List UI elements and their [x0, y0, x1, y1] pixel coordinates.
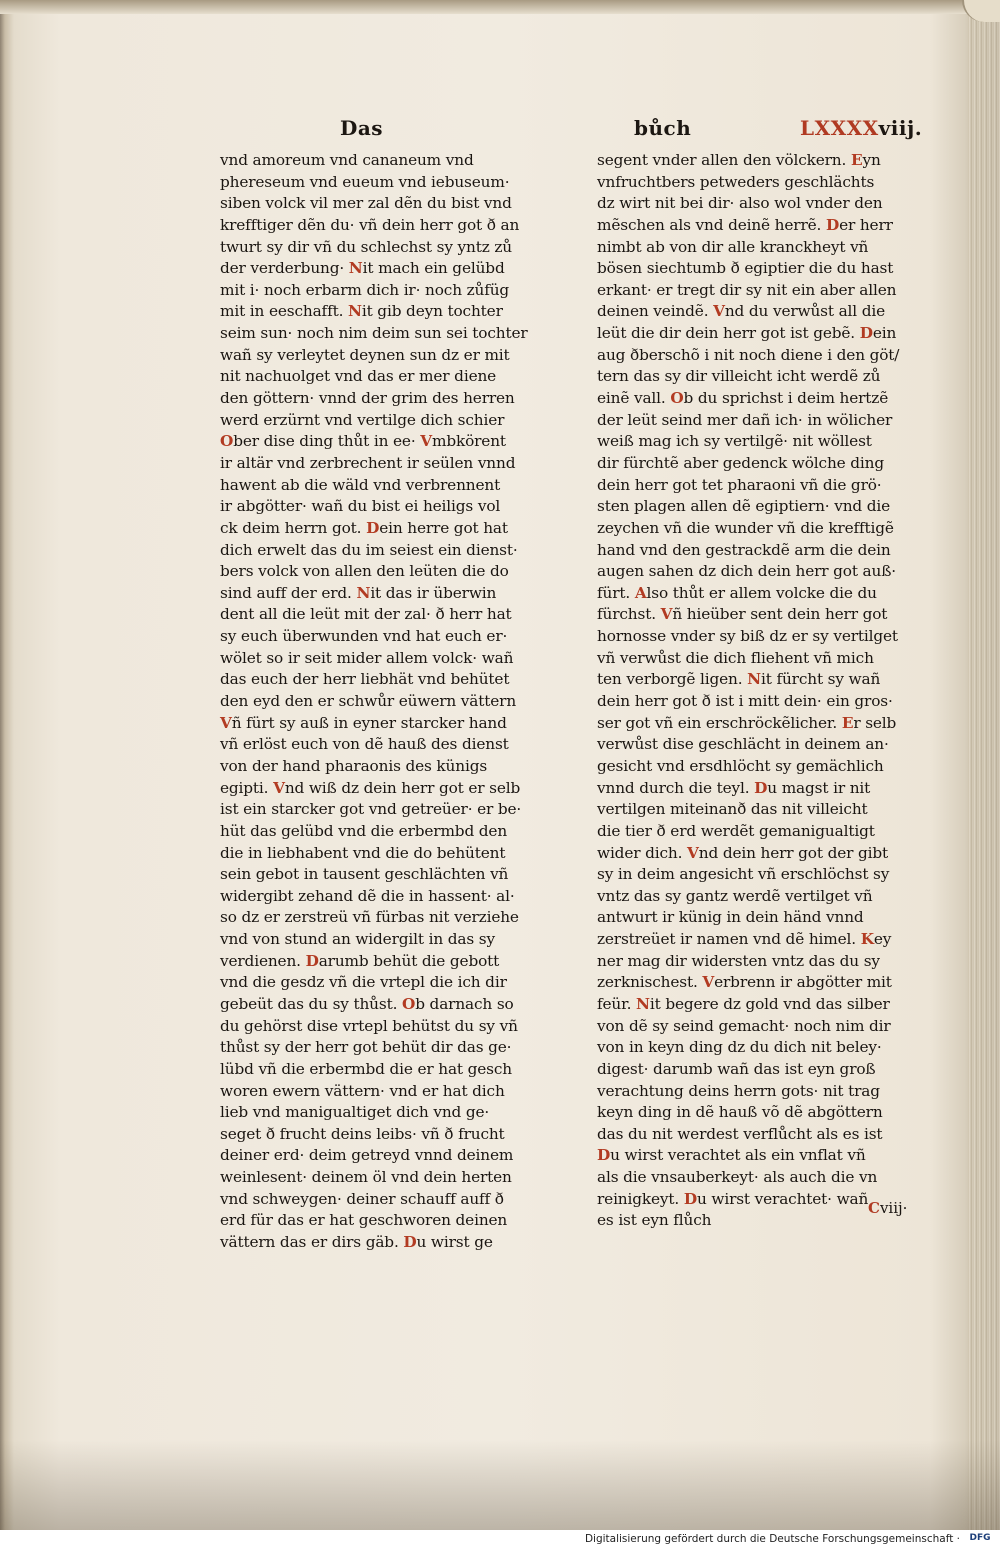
text-line	[220, 994, 550, 1016]
text-line	[220, 1081, 550, 1103]
text-line	[597, 215, 917, 237]
rubricated-initial: D	[597, 1146, 611, 1165]
text-line	[220, 258, 550, 280]
text-segment: twurt sy dir vñ du schlechst sy yntz zů	[220, 237, 512, 256]
rubricated-initial: K	[860, 930, 874, 949]
text-segment: sind auff der erd.	[220, 583, 357, 602]
text-segment: erkant· er tregt dir sy nit ein aber allen	[597, 280, 897, 299]
text-segment: ser got vñ ein erschröckẽlicher.	[597, 713, 842, 732]
text-segment: lübd vñ die erbermbd die er hat gesch	[220, 1059, 512, 1078]
rubricated-initial: D	[683, 1189, 697, 1208]
text-line	[597, 496, 917, 518]
text-line	[220, 799, 550, 821]
text-line	[220, 756, 550, 778]
text-segment: einẽ vall.	[597, 389, 671, 408]
text-line	[597, 561, 917, 583]
text-line	[597, 366, 917, 388]
text-segment: dein herr got tet pharaoni vñ die grö·	[597, 475, 882, 494]
text-segment: woren ewern vättern· vnd er hat dich	[220, 1081, 505, 1100]
text-segment: hornosse vnder sy biß dz er sy vertilget	[597, 627, 898, 646]
text-line	[220, 215, 550, 237]
text-line	[220, 237, 550, 259]
text-line	[597, 301, 917, 323]
text-segment: krefftiger dẽn du· vñ dein herr got ð an	[220, 215, 520, 234]
text-segment: mit i· noch erbarm dich ir· noch zůfüg	[220, 280, 510, 299]
text-segment: verdienen.	[220, 951, 306, 970]
text-segment: vntz das sy gantz werdẽ vertilget vñ	[597, 886, 873, 905]
text-segment: zerknischest.	[597, 973, 703, 992]
text-segment: it mach ein gelübd	[362, 259, 505, 278]
text-line	[597, 410, 917, 432]
rubricated-initial: N	[348, 302, 362, 321]
text-segment: it fürcht sy wañ	[761, 670, 881, 689]
text-segment: es ist eyn flůch	[597, 1211, 712, 1230]
text-line	[220, 540, 550, 562]
text-segment: nd dein herr got der gibt	[698, 843, 889, 862]
header-center-word: bůch	[634, 116, 692, 140]
text-segment: u wirst ge	[416, 1233, 493, 1252]
rubricated-initial: D	[366, 518, 380, 537]
text-segment: reinigkeyt.	[597, 1189, 684, 1208]
text-segment: so dz er zerstreü vñ fürbas nit verziehe	[220, 908, 519, 927]
text-segment: nimbt ab von dir alle kranckheyt vñ	[597, 237, 869, 256]
text-line	[597, 713, 917, 735]
text-segment: verwůst dise geschlächt in deinem an·	[597, 735, 889, 754]
text-segment: weinlesent· deinem öl vnd dein herten	[220, 1168, 512, 1187]
text-line	[597, 843, 917, 865]
rubricated-initial: D	[403, 1233, 417, 1252]
rubricated-initial: D	[754, 778, 768, 797]
text-segment: die tier ð erd werdẽt gemanigualtigt	[597, 821, 875, 840]
text-segment: mit in eeschafft.	[220, 302, 349, 321]
signature-tail: viij·	[879, 1199, 908, 1217]
text-segment: ir abgötter· wañ du bist ei heiligs vol	[220, 497, 501, 516]
text-segment: vñ erlöst euch von dẽ hauß des dienst	[220, 735, 509, 754]
rubricated-initial: V	[702, 973, 715, 992]
text-line	[220, 713, 550, 735]
text-segment: zeychen vñ die wunder vñ die krefftigẽ	[597, 518, 894, 537]
text-line	[220, 561, 550, 583]
text-column-left	[220, 150, 550, 1254]
rubricated-initial: V	[273, 778, 285, 797]
text-line	[220, 323, 550, 345]
text-segment: deinen veindẽ.	[597, 302, 714, 321]
text-segment: digest· darumb wañ das ist eyn groß	[597, 1059, 876, 1078]
text-line	[220, 1167, 550, 1189]
text-segment: werd erzürnt vnd vertilge dich schier	[220, 410, 505, 429]
footer-credit: Digitalisierung gefördert durch die Deutsche Forschungsgemeinschaft ·	[584, 1533, 960, 1545]
text-segment: zerstreüet ir namen vnd dẽ himel.	[597, 930, 861, 949]
text-segment: u wirst verachtet· wañ	[696, 1189, 869, 1208]
text-segment: fürt.	[597, 583, 635, 602]
text-segment: seget ð frucht deins leibs· vñ ð frucht	[220, 1124, 505, 1143]
text-line	[597, 280, 917, 302]
text-line	[220, 193, 550, 215]
rubricated-initial: N	[636, 994, 650, 1013]
text-line	[597, 756, 917, 778]
text-segment: vnd von stund an widergilt in das sy	[220, 930, 495, 949]
text-line	[220, 972, 550, 994]
text-segment: von dẽ sy seind gemacht· noch nim dir	[597, 1016, 891, 1035]
folio-rubric: LXXXX	[800, 116, 879, 140]
text-line	[597, 626, 917, 648]
text-segment: antwurt ir künig in dein händ vnnd	[597, 908, 864, 927]
text-line	[220, 864, 550, 886]
text-segment: mẽschen als vnd deinẽ herrẽ.	[597, 215, 826, 234]
text-segment: seim sun· noch nim deim sun sei tochter	[220, 324, 528, 343]
text-segment: it begere dz gold vnd das silber	[649, 994, 890, 1013]
dfg-logo: DFG	[969, 1533, 991, 1543]
text-segment: wañ sy verleytet deynen sun dz er mit	[220, 345, 510, 364]
text-line	[597, 669, 917, 691]
text-segment: verachtung deins herrn gots· nit trag	[597, 1081, 880, 1100]
text-line	[220, 388, 550, 410]
text-line	[597, 1037, 917, 1059]
text-segment: bösen siechtumb ð egiptier die du hast	[597, 259, 894, 278]
text-segment: ey	[873, 930, 892, 949]
text-segment: vnd schweygen· deiner schauff auff ð	[220, 1189, 504, 1208]
text-segment: tern das sy dir villeicht icht werdẽ zů	[597, 367, 881, 386]
text-segment: yn	[862, 151, 881, 169]
rubricated-initial: E	[841, 713, 854, 732]
text-line	[597, 994, 917, 1016]
text-segment: gebeüt das du sy thůst.	[220, 994, 403, 1013]
text-segment: augen sahen dz dich dein herr got auß·	[597, 562, 897, 581]
rubricated-initial: D	[825, 215, 840, 234]
text-line	[597, 907, 917, 929]
text-segment: arumb behüt die gebott	[318, 951, 500, 970]
text-line	[220, 410, 550, 432]
text-segment: widergibt zehand dẽ die in hassent· al·	[220, 886, 515, 905]
text-line	[220, 1232, 550, 1254]
text-segment: dir fürchtẽ aber gedenck wölche ding	[597, 453, 885, 472]
text-line	[220, 150, 550, 172]
text-line	[597, 1059, 917, 1081]
text-line	[220, 843, 550, 865]
rubricated-initial: A	[634, 583, 647, 602]
text-line	[597, 475, 917, 497]
text-segment: ist ein starcker got vnd getreüer· er be·	[220, 800, 522, 819]
signature-mark	[868, 1199, 907, 1217]
text-line	[220, 1037, 550, 1059]
signature-rubric: C	[868, 1199, 880, 1217]
text-segment: r selb	[853, 713, 897, 732]
text-line	[220, 1145, 550, 1167]
text-line	[597, 237, 917, 259]
text-line	[220, 886, 550, 908]
text-line	[597, 323, 917, 345]
rubricated-initial: V	[220, 713, 232, 732]
text-segment: erd für das er hat geschworen deinen	[220, 1211, 508, 1230]
text-line	[220, 1059, 550, 1081]
text-line	[220, 1102, 550, 1124]
text-line	[220, 929, 550, 951]
text-line	[597, 799, 917, 821]
text-segment: fürchst.	[597, 605, 661, 624]
text-line	[220, 604, 550, 626]
text-segment: dz wirt nit bei dir· also wol vnder den	[597, 194, 883, 213]
text-segment: it das ir überwin	[370, 583, 497, 602]
text-segment: it gib deyn tochter	[361, 302, 503, 321]
page-top-edge	[0, 0, 1000, 14]
text-segment: mbkörent	[431, 432, 506, 451]
text-line	[597, 864, 917, 886]
text-segment: ber dise ding thůt in ee·	[233, 432, 421, 451]
text-segment: u wirst verachtet als ein vnflat vñ	[610, 1146, 866, 1165]
text-segment: vättern das er dirs gäb.	[220, 1233, 404, 1252]
text-line	[220, 583, 550, 605]
text-line	[597, 1102, 917, 1124]
text-segment: bers volck von allen den leüten die do	[220, 562, 509, 581]
text-segment: als die vnsauberkeyt· als auch die vn	[597, 1168, 878, 1187]
text-line	[597, 1081, 917, 1103]
text-segment: ñ hieüber sent dein herr got	[672, 605, 888, 624]
text-segment: ck deim herrn got.	[220, 518, 367, 537]
text-segment: hand vnd den gestrackdẽ arm die dein	[597, 540, 891, 559]
text-segment: wölet so ir seit mider allem volck· wañ	[220, 648, 514, 667]
rubricated-initial: D	[305, 951, 319, 970]
text-line	[597, 540, 917, 562]
text-line	[597, 453, 917, 475]
text-line	[597, 821, 917, 843]
text-line	[597, 972, 917, 994]
text-line	[220, 518, 550, 540]
text-line	[220, 496, 550, 518]
text-line	[220, 691, 550, 713]
text-segment: dein herr got ð ist i mitt dein· ein gros·	[597, 692, 893, 711]
text-segment: sein gebot in tausent geschlächten vñ	[220, 865, 509, 884]
text-line	[597, 1167, 917, 1189]
text-segment: hüt das gelübd vnd die erbermbd den	[220, 821, 508, 840]
text-segment: keyn ding in dẽ hauß võ dẽ abgöttern	[597, 1103, 883, 1122]
text-line	[597, 345, 917, 367]
text-segment: weiß mag ich sy vertilgẽ· nit wöllest	[597, 432, 872, 451]
text-line	[597, 886, 917, 908]
text-segment: von der hand pharaonis des künigs	[220, 756, 488, 775]
text-line	[220, 345, 550, 367]
text-segment: die in liebhabent vnd die do behütent	[220, 843, 506, 862]
rubricated-initial: V	[660, 605, 673, 624]
text-line	[597, 518, 917, 540]
text-segment: u magst ir nit	[767, 778, 871, 797]
text-line	[220, 1189, 550, 1211]
text-segment: sy euch überwunden vnd hat euch er·	[220, 627, 508, 646]
text-line	[220, 280, 550, 302]
text-line	[597, 431, 917, 453]
text-segment: feür.	[597, 994, 637, 1013]
text-line	[220, 431, 550, 453]
folio-tail: viij.	[878, 116, 923, 140]
text-segment: leüt die dir dein herr got ist gebẽ.	[597, 324, 860, 343]
text-line	[597, 193, 917, 215]
text-line	[597, 951, 917, 973]
text-segment: vnd die gesdz vñ die vrtepl die ich dir	[220, 973, 507, 992]
text-segment: nd wiß dz dein herr got er selb	[284, 778, 521, 797]
text-segment: ein herre got hat	[379, 518, 508, 537]
text-segment: egipti.	[220, 778, 274, 797]
text-line	[597, 172, 917, 194]
text-line	[220, 821, 550, 843]
text-segment: du gehörst dise vrtepl behütst du sy vñ	[220, 1016, 518, 1035]
text-segment: sten plagen allen dẽ egiptiern· vnd die	[597, 497, 891, 516]
text-segment: erbrenn ir abgötter mit	[714, 973, 892, 992]
text-segment: segent vnder allen den völckern.	[597, 151, 851, 169]
text-segment: von in keyn ding dz du dich nit beley·	[597, 1038, 882, 1057]
text-line	[597, 1124, 917, 1146]
text-line	[597, 604, 917, 626]
text-segment: ir altär vnd zerbrechent ir seülen vnnd	[220, 453, 516, 472]
text-segment: vnnd durch die teyl.	[597, 778, 755, 797]
text-segment: der verderbung·	[220, 259, 349, 278]
text-segment: ten verborgẽ ligen.	[597, 670, 748, 689]
rubricated-initial: E	[850, 151, 863, 169]
page-bottom-shadow	[0, 1440, 1000, 1530]
text-line	[597, 648, 917, 670]
rubricated-initial: V	[420, 432, 432, 451]
text-line	[220, 475, 550, 497]
text-line	[220, 951, 550, 973]
text-segment: das du nit werdest verflůcht als es ist	[597, 1124, 883, 1143]
text-line	[597, 150, 917, 172]
text-line	[220, 1210, 550, 1232]
text-segment: nd du verwůst all die	[724, 302, 886, 321]
text-segment: ñ fürt sy auß in eyner starcker hand	[231, 713, 507, 732]
text-segment: ein	[872, 324, 897, 343]
text-line	[220, 172, 550, 194]
text-line	[597, 691, 917, 713]
rubricated-initial: D	[859, 324, 873, 343]
text-line	[220, 301, 550, 323]
rubricated-initial: O	[670, 389, 684, 408]
text-segment: lieb vnd manigualtiget dich vnd ge·	[220, 1103, 490, 1122]
text-line	[220, 453, 550, 475]
text-segment: hawent ab die wäld vnd verbrennent	[220, 475, 501, 494]
text-segment: siben volck vil mer zal dẽn du bist vnd	[220, 194, 512, 213]
rubricated-initial: O	[220, 432, 234, 451]
text-line	[597, 583, 917, 605]
rubricated-initial: V	[687, 843, 699, 862]
rubricated-initial: O	[402, 994, 416, 1013]
text-segment: vnd amoreum vnd cananeum vnd	[220, 151, 474, 169]
rubricated-initial: N	[348, 259, 363, 278]
text-segment: das euch der herr liebhät vnd behütet	[220, 670, 510, 689]
text-line	[597, 1016, 917, 1038]
text-line	[220, 1016, 550, 1038]
text-segment: vnfruchtbers petweders geschlächts	[597, 172, 875, 191]
text-line	[220, 734, 550, 756]
text-segment: b du sprichst i deim hertzẽ	[683, 389, 889, 408]
text-line	[597, 778, 917, 800]
text-segment: ner mag dir widersten vntz das du sy	[597, 951, 880, 970]
text-segment: den eyd den er schwůr eüwern vättern	[220, 692, 517, 711]
text-segment: nit nachuolget vnd das er mer diene	[220, 367, 497, 386]
text-segment: dich erwelt das du im seiest ein dienst·	[220, 540, 518, 559]
text-line	[220, 907, 550, 929]
rubricated-initial: N	[356, 583, 371, 602]
text-line	[220, 669, 550, 691]
text-segment: sy in deim angesicht vñ erschlöchst sy	[597, 865, 890, 884]
folio-number	[800, 116, 922, 140]
text-line	[220, 366, 550, 388]
text-column-right	[597, 150, 917, 1232]
text-line	[597, 388, 917, 410]
text-segment: wider dich.	[597, 843, 688, 862]
text-line	[220, 648, 550, 670]
rubricated-initial: N	[747, 670, 761, 689]
text-line	[220, 626, 550, 648]
page-edges-right	[968, 0, 1000, 1530]
text-segment: dent all die leüt mit der zal· ð herr hat	[220, 605, 512, 624]
text-line	[597, 1145, 917, 1167]
text-segment: lso thůt er allem volcke die du	[646, 583, 877, 602]
text-line	[597, 929, 917, 951]
text-segment: deiner erd· deim getreyd vnnd deinem	[220, 1146, 514, 1165]
text-segment: den göttern· vnnd der grim des herren	[220, 389, 515, 408]
text-line	[597, 258, 917, 280]
text-line	[220, 778, 550, 800]
text-segment: vertilgen miteinanð das nit villeicht	[597, 800, 868, 819]
text-line	[597, 734, 917, 756]
text-segment: phereseum vnd eueum vnd iebuseum·	[220, 172, 510, 191]
text-segment: aug ðberschõ i nit noch diene i den göt/	[597, 345, 900, 364]
text-segment: vñ verwůst die dich fliehent vñ mich	[597, 648, 874, 667]
header-left-word: Das	[340, 116, 384, 140]
text-segment: er herr	[839, 215, 893, 234]
text-segment: thůst sy der herr got behüt dir das ge·	[220, 1038, 512, 1057]
text-segment: gesicht vnd ersdhlöcht sy gemächlich	[597, 756, 884, 775]
text-line	[220, 1124, 550, 1146]
text-segment: b darnach so	[415, 994, 514, 1013]
rubricated-initial: V	[713, 302, 725, 321]
text-segment: der leüt seind mer dañ ich· in wölicher	[597, 410, 893, 429]
